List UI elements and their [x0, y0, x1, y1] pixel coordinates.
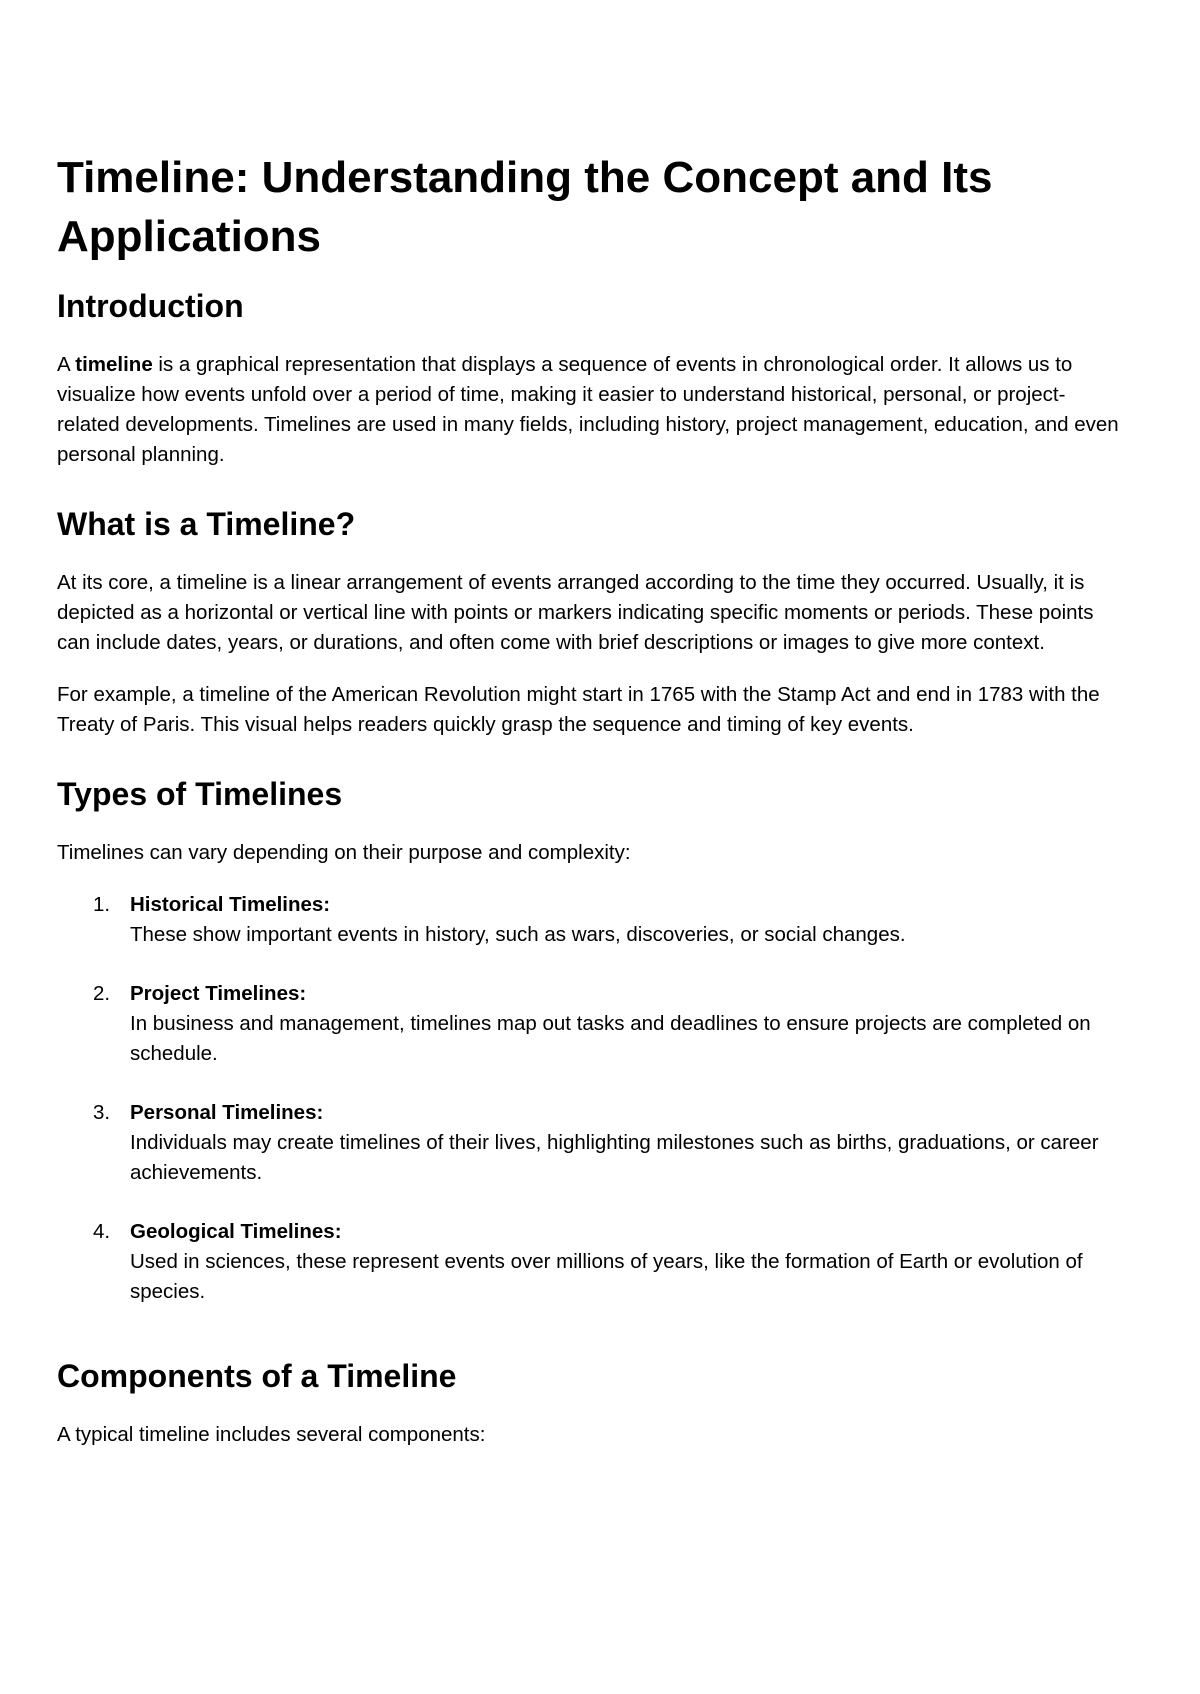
list-item-title: Geological Timelines: [130, 1220, 342, 1243]
list-item-number: 1. [93, 893, 111, 916]
intro-bold-term: timeline [75, 353, 153, 376]
list-item-title: Historical Timelines: [130, 893, 331, 916]
section-heading-introduction: Introduction [57, 288, 244, 324]
components-lead: A typical timeline includes several components: [57, 1423, 486, 1446]
list-item-description: Individuals may create timelines of their lives, highlighting milestones such as births, graduations, or career achievements. [130, 1131, 1099, 1184]
list-item-description: These show important events in history, such as wars, discoveries, or social changes. [130, 923, 906, 946]
types-list [57, 890, 1120, 1307]
what-paragraph-2: For example, a timeline of the American Revolution might start in 1765 with the Stamp Act and end in 1783 with the Treaty of Paris. This visual helps readers quickly grasp the sequence and timing of key events. [57, 683, 1100, 736]
section-heading-what-is: What is a Timeline? [57, 506, 356, 542]
list-item-title: Project Timelines: [130, 982, 307, 1005]
list-item [57, 1098, 1120, 1188]
list-item [57, 1217, 1120, 1307]
list-item-number: 3. [93, 1101, 111, 1124]
intro-paragraph [57, 350, 1120, 470]
types-lead: Timelines can vary depending on their purpose and complexity: [57, 841, 631, 864]
list-item-number: 2. [93, 982, 111, 1005]
list-item [57, 979, 1120, 1069]
list-item-description: Used in sciences, these represent events over millions of years, like the formation of Earth or evolution of species. [130, 1250, 1083, 1303]
section-heading-components: Components of a Timeline [57, 1358, 457, 1394]
what-paragraph-1: At its core, a timeline is a linear arrangement of events arranged according to the time they occurred. Usually, it is depicted as a horizontal or vertical line with points or markers indicating specific moments or periods. These points can include dates, years, or durations, and often come with brief descriptions or images to give more context. [57, 571, 1094, 654]
section-heading-types: Types of Timelines [57, 776, 343, 812]
list-item-description: In business and management, timelines map out tasks and deadlines to ensure projects are completed on schedule. [130, 1012, 1091, 1065]
intro-pre: A [57, 353, 76, 376]
list-item-title: Personal Timelines: [130, 1101, 324, 1124]
intro-post: is a graphical representation that displays a sequence of events in chronological order. It allows us to visualize how events unfold over a period of time, making it easier to understand historical, personal, or project-related developments. Timelines are used in many fields, including history, project management, education, and even personal planning. [57, 353, 1119, 466]
list-item-number: 4. [93, 1220, 111, 1243]
page-title: Timeline: Understanding the Concept and Its Applications [57, 153, 993, 261]
list-item [57, 890, 1120, 950]
